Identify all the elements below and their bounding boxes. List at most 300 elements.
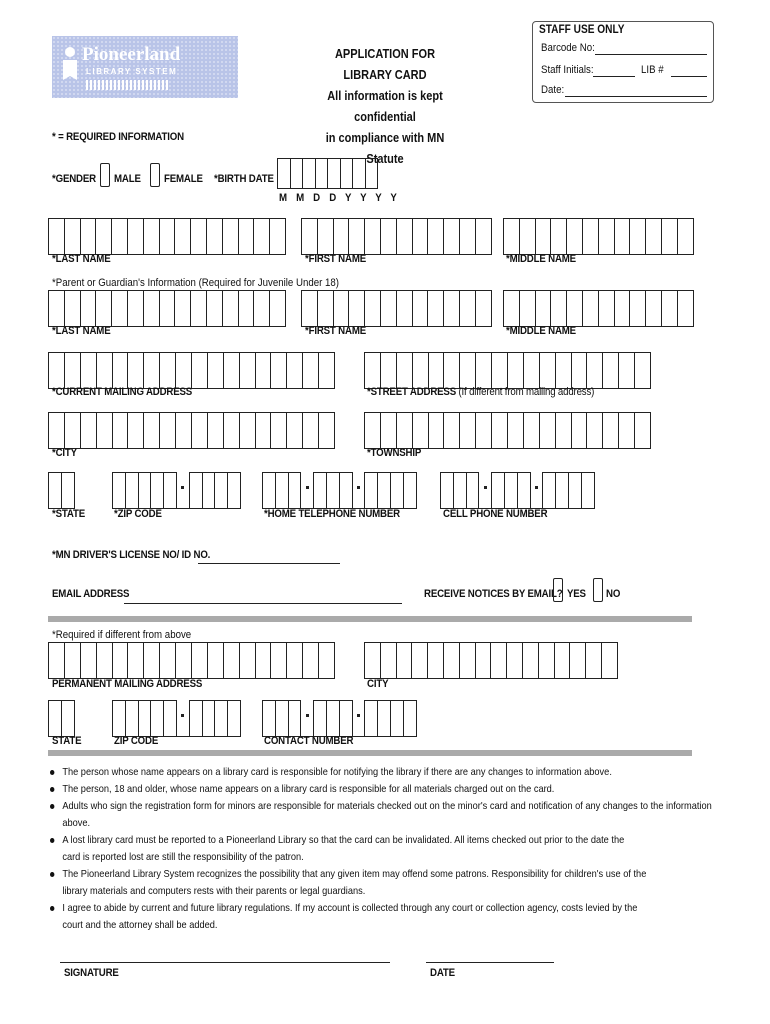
reader-logo-icon	[60, 46, 80, 84]
char-box[interactable]	[556, 412, 572, 448]
char-box[interactable]	[619, 412, 635, 448]
char-box[interactable]	[599, 290, 615, 326]
char-box[interactable]	[413, 290, 429, 326]
guardian-first-name-boxes[interactable]	[301, 290, 492, 327]
char-box[interactable]	[504, 290, 520, 326]
char-box[interactable]	[365, 642, 381, 678]
char-box[interactable]	[49, 472, 62, 508]
char-box[interactable]	[551, 290, 567, 326]
char-box[interactable]	[556, 472, 569, 508]
char-box[interactable]	[276, 472, 289, 508]
last-name-boxes[interactable]	[48, 218, 286, 255]
char-box[interactable]	[62, 472, 75, 508]
char-box[interactable]	[397, 412, 413, 448]
char-box[interactable]	[327, 700, 340, 736]
char-box[interactable]	[583, 290, 599, 326]
char-box[interactable]	[603, 412, 619, 448]
char-box[interactable]	[224, 412, 240, 448]
char-box[interactable]	[302, 218, 318, 254]
char-box[interactable]	[460, 412, 476, 448]
char-box[interactable]	[176, 412, 192, 448]
char-box[interactable]	[619, 352, 635, 388]
char-box[interactable]	[287, 642, 303, 678]
notices-no-label: NO	[606, 588, 621, 600]
char-box[interactable]	[460, 642, 476, 678]
lib-label: LIB #	[641, 64, 664, 76]
char-box[interactable]	[97, 412, 113, 448]
char-box[interactable]	[327, 472, 340, 508]
char-box[interactable]	[678, 290, 694, 326]
char-box[interactable]	[413, 412, 429, 448]
char-box[interactable]	[602, 642, 618, 678]
char-box[interactable]	[49, 412, 65, 448]
permanent-address-boxes[interactable]	[48, 642, 335, 679]
char-box[interactable]	[160, 642, 176, 678]
char-box[interactable]	[223, 218, 239, 254]
char-box[interactable]	[539, 642, 555, 678]
char-box[interactable]	[635, 352, 651, 388]
char-box[interactable]	[341, 158, 354, 188]
char-box[interactable]	[240, 412, 256, 448]
char-box[interactable]	[228, 700, 241, 736]
char-box[interactable]	[81, 642, 97, 678]
char-box[interactable]	[81, 352, 97, 388]
char-box[interactable]	[365, 700, 378, 736]
char-box[interactable]	[476, 412, 492, 448]
char-box[interactable]	[256, 412, 272, 448]
char-box[interactable]	[303, 642, 319, 678]
char-box[interactable]	[164, 700, 177, 736]
char-box[interactable]	[491, 642, 507, 678]
contact-number-boxes[interactable]	[262, 700, 417, 737]
char-box[interactable]	[49, 352, 65, 388]
char-box[interactable]	[240, 642, 256, 678]
char-box[interactable]	[228, 472, 241, 508]
male-label: MALE	[114, 173, 141, 185]
char-box[interactable]	[583, 218, 599, 254]
guardian-last-name-label: *LAST NAME	[52, 325, 111, 337]
char-box[interactable]	[662, 218, 678, 254]
char-box[interactable]	[507, 642, 523, 678]
guardian-last-name-boxes[interactable]	[48, 290, 286, 327]
char-box[interactable]	[476, 218, 492, 254]
char-box[interactable]	[215, 472, 228, 508]
char-box[interactable]	[441, 472, 454, 508]
char-box[interactable]	[144, 352, 160, 388]
permanent-address-label: PERMANENT MAILING ADDRESS	[52, 678, 203, 690]
char-box[interactable]	[254, 218, 270, 254]
char-box[interactable]	[271, 642, 287, 678]
char-box[interactable]	[144, 218, 160, 254]
char-box[interactable]	[144, 290, 160, 326]
char-box[interactable]	[190, 700, 203, 736]
license-label: *MN DRIVER'S LICENSE NO/ ID NO.	[52, 549, 211, 561]
char-box[interactable]	[646, 290, 662, 326]
char-box[interactable]	[192, 642, 208, 678]
char-box[interactable]	[256, 352, 272, 388]
char-box[interactable]	[381, 352, 397, 388]
char-box[interactable]	[113, 642, 129, 678]
char-box[interactable]	[381, 218, 397, 254]
staff-use-box	[532, 21, 714, 103]
char-box[interactable]	[524, 412, 540, 448]
char-box[interactable]	[587, 352, 603, 388]
permanent-city-boxes[interactable]	[364, 642, 618, 679]
char-box[interactable]	[646, 218, 662, 254]
zip-code-label: *ZIP CODE	[114, 508, 162, 520]
char-box[interactable]	[223, 290, 239, 326]
char-box[interactable]	[444, 290, 460, 326]
city-boxes[interactable]	[48, 412, 335, 449]
char-box[interactable]	[508, 352, 524, 388]
char-box[interactable]	[444, 412, 460, 448]
char-box[interactable]	[615, 290, 631, 326]
char-box[interactable]	[81, 290, 97, 326]
char-box[interactable]	[271, 412, 287, 448]
char-box[interactable]	[128, 290, 144, 326]
char-box[interactable]	[412, 642, 428, 678]
license-field[interactable]	[198, 563, 340, 564]
char-box[interactable]	[536, 290, 552, 326]
char-box[interactable]	[467, 472, 480, 508]
char-box[interactable]	[126, 700, 139, 736]
char-box[interactable]	[397, 642, 413, 678]
char-box[interactable]	[240, 352, 256, 388]
char-box[interactable]	[190, 472, 203, 508]
char-box[interactable]	[65, 412, 81, 448]
permanent-zip-boxes[interactable]	[112, 700, 241, 737]
char-box[interactable]	[113, 700, 126, 736]
char-box[interactable]	[314, 472, 327, 508]
char-box[interactable]	[397, 218, 413, 254]
char-box[interactable]	[508, 412, 524, 448]
char-box[interactable]	[239, 290, 255, 326]
char-box[interactable]	[378, 472, 391, 508]
notices-label: RECEIVE NOTICES BY EMAIL?	[424, 588, 563, 600]
zip-code-boxes[interactable]	[112, 472, 241, 509]
char-box[interactable]	[256, 642, 272, 678]
char-box[interactable]	[65, 352, 81, 388]
char-box[interactable]	[428, 642, 444, 678]
email-field[interactable]	[124, 603, 402, 604]
char-box[interactable]	[523, 642, 539, 678]
char-box[interactable]	[444, 642, 460, 678]
char-box[interactable]	[128, 412, 144, 448]
char-box[interactable]	[319, 352, 335, 388]
staff-initials-field[interactable]	[593, 76, 635, 77]
char-box[interactable]	[349, 218, 365, 254]
char-box[interactable]	[353, 158, 366, 188]
char-box[interactable]	[271, 352, 287, 388]
char-box[interactable]	[303, 158, 316, 188]
char-box[interactable]	[263, 472, 276, 508]
char-box[interactable]	[381, 412, 397, 448]
first-name-boxes[interactable]	[301, 218, 492, 255]
char-box[interactable]	[49, 218, 65, 254]
char-box[interactable]	[65, 218, 81, 254]
char-box[interactable]	[524, 352, 540, 388]
char-box[interactable]	[365, 472, 378, 508]
char-box[interactable]	[113, 412, 129, 448]
char-box[interactable]	[160, 352, 176, 388]
char-box[interactable]	[662, 290, 678, 326]
char-box[interactable]	[112, 290, 128, 326]
logo-barcode	[86, 80, 170, 90]
char-box[interactable]	[540, 352, 556, 388]
char-box[interactable]	[319, 412, 335, 448]
char-box[interactable]	[460, 290, 476, 326]
char-box[interactable]	[303, 352, 319, 388]
city-label: *CITY	[52, 447, 77, 459]
char-box[interactable]	[203, 700, 216, 736]
char-box[interactable]	[318, 290, 334, 326]
char-box[interactable]	[126, 472, 139, 508]
char-box[interactable]	[397, 290, 413, 326]
char-box[interactable]	[429, 352, 445, 388]
mailing-address-boxes[interactable]	[48, 352, 335, 389]
char-box[interactable]	[381, 290, 397, 326]
char-box[interactable]	[314, 700, 327, 736]
char-box[interactable]	[460, 218, 476, 254]
char-box[interactable]	[303, 412, 319, 448]
char-box[interactable]	[391, 700, 404, 736]
char-box[interactable]	[543, 472, 556, 508]
street-address-boxes[interactable]	[364, 352, 651, 389]
char-box[interactable]	[454, 472, 467, 508]
char-box[interactable]	[492, 412, 508, 448]
char-box[interactable]	[413, 352, 429, 388]
char-box[interactable]	[270, 218, 286, 254]
char-box[interactable]	[540, 412, 556, 448]
char-box[interactable]	[49, 700, 62, 736]
staff-date-field[interactable]	[565, 96, 707, 97]
lib-field[interactable]	[671, 76, 707, 77]
char-box[interactable]	[151, 472, 164, 508]
char-box[interactable]	[587, 412, 603, 448]
middle-name-boxes[interactable]	[503, 218, 694, 255]
char-box[interactable]	[340, 472, 353, 508]
char-box[interactable]	[476, 352, 492, 388]
char-box[interactable]	[319, 642, 335, 678]
char-box[interactable]	[599, 218, 615, 254]
terms-item: I agree to abide by current and future library regulations. If my account is collected through any court or collection agency, costs levied by the court and the attorney shall be added.	[50, 900, 652, 934]
char-box[interactable]	[569, 472, 582, 508]
char-box[interactable]	[192, 412, 208, 448]
char-box[interactable]	[96, 290, 112, 326]
char-box[interactable]	[291, 158, 304, 188]
notices-yes-checkbox[interactable]	[553, 578, 563, 602]
char-box[interactable]	[340, 700, 353, 736]
library-logo	[52, 36, 238, 98]
char-box[interactable]	[239, 218, 255, 254]
char-box[interactable]	[460, 352, 476, 388]
char-box[interactable]	[318, 218, 334, 254]
cell-phone-boxes[interactable]	[440, 472, 595, 509]
char-box[interactable]	[224, 642, 240, 678]
char-box[interactable]	[505, 472, 518, 508]
char-box[interactable]	[365, 290, 381, 326]
staff-date-label: Date:	[541, 84, 565, 96]
guardian-middle-name-label: *MIDDLE NAME	[506, 325, 576, 337]
char-box[interactable]	[207, 218, 223, 254]
char-box[interactable]	[81, 412, 97, 448]
char-box[interactable]	[429, 412, 445, 448]
char-box[interactable]	[476, 642, 492, 678]
title-line-3: in compliance with MN Statute	[325, 131, 445, 166]
char-box[interactable]	[113, 472, 126, 508]
char-box[interactable]	[391, 472, 404, 508]
char-box[interactable]	[630, 218, 646, 254]
char-box[interactable]	[635, 412, 651, 448]
char-box[interactable]	[160, 218, 176, 254]
char-box[interactable]	[334, 218, 350, 254]
char-box[interactable]	[128, 218, 144, 254]
char-box[interactable]	[208, 412, 224, 448]
char-box[interactable]	[289, 472, 302, 508]
char-box[interactable]	[192, 352, 208, 388]
female-checkbox[interactable]	[150, 163, 160, 187]
char-box[interactable]	[49, 290, 65, 326]
char-box[interactable]	[97, 352, 113, 388]
separator-dash	[301, 472, 314, 508]
char-box[interactable]	[378, 700, 391, 736]
char-box[interactable]	[366, 158, 379, 188]
char-box[interactable]	[112, 218, 128, 254]
char-box[interactable]	[270, 290, 286, 326]
char-box[interactable]	[586, 642, 602, 678]
char-box[interactable]	[444, 352, 460, 388]
char-box[interactable]	[316, 158, 329, 188]
township-boxes[interactable]	[364, 412, 651, 449]
permanent-city-label: CITY	[367, 678, 389, 690]
char-box[interactable]	[96, 218, 112, 254]
char-box[interactable]	[444, 218, 460, 254]
char-box[interactable]	[164, 472, 177, 508]
terms-item: Adults who sign the registration form for minors are responsible for materials checked out on the minor's card and notification of any changes to the information above.	[50, 798, 714, 832]
char-box[interactable]	[381, 642, 397, 678]
char-box[interactable]	[81, 218, 97, 254]
char-box[interactable]	[555, 642, 571, 678]
char-box[interactable]	[176, 352, 192, 388]
char-box[interactable]	[572, 352, 588, 388]
home-telephone-boxes[interactable]	[262, 472, 417, 509]
terms-list	[50, 764, 710, 934]
female-label: FEMALE	[164, 173, 203, 185]
char-box[interactable]	[518, 472, 531, 508]
notices-no-checkbox[interactable]	[593, 578, 603, 602]
char-box[interactable]	[176, 642, 192, 678]
char-box[interactable]	[287, 412, 303, 448]
char-box[interactable]	[113, 352, 129, 388]
char-box[interactable]	[287, 352, 303, 388]
char-box[interactable]	[349, 290, 365, 326]
char-box[interactable]	[191, 218, 207, 254]
char-box[interactable]	[302, 290, 318, 326]
char-box[interactable]	[276, 700, 289, 736]
char-box[interactable]	[97, 642, 113, 678]
char-box[interactable]	[49, 642, 65, 678]
char-box[interactable]	[572, 412, 588, 448]
char-box[interactable]	[203, 472, 216, 508]
char-box[interactable]	[215, 700, 228, 736]
char-box[interactable]	[128, 352, 144, 388]
char-box[interactable]	[65, 290, 81, 326]
char-box[interactable]	[144, 412, 160, 448]
char-box[interactable]	[208, 642, 224, 678]
char-box[interactable]	[582, 472, 595, 508]
char-box[interactable]	[520, 290, 536, 326]
char-box[interactable]	[175, 218, 191, 254]
male-checkbox[interactable]	[100, 163, 110, 187]
char-box[interactable]	[144, 642, 160, 678]
char-box[interactable]	[139, 472, 152, 508]
char-box[interactable]	[365, 412, 381, 448]
char-box[interactable]	[278, 158, 291, 188]
signature-date-field[interactable]	[426, 962, 554, 963]
signature-field[interactable]	[60, 962, 390, 963]
char-box[interactable]	[630, 290, 646, 326]
char-box[interactable]	[567, 290, 583, 326]
char-box[interactable]	[289, 700, 302, 736]
char-box[interactable]	[191, 290, 207, 326]
char-box[interactable]	[65, 642, 81, 678]
guardian-middle-name-boxes[interactable]	[503, 290, 694, 327]
char-box[interactable]	[476, 290, 492, 326]
char-box[interactable]	[254, 290, 270, 326]
state-boxes[interactable]	[48, 472, 75, 509]
char-box[interactable]	[175, 290, 191, 326]
char-box[interactable]	[413, 218, 429, 254]
char-box[interactable]	[567, 218, 583, 254]
char-box[interactable]	[536, 218, 552, 254]
char-box[interactable]	[570, 642, 586, 678]
char-box[interactable]	[365, 218, 381, 254]
permanent-state-boxes[interactable]	[48, 700, 75, 737]
char-box[interactable]	[207, 290, 223, 326]
char-box[interactable]	[160, 412, 176, 448]
char-box[interactable]	[678, 218, 694, 254]
char-box[interactable]	[520, 218, 536, 254]
char-box[interactable]	[263, 700, 276, 736]
char-box[interactable]	[328, 158, 341, 188]
char-box[interactable]	[160, 290, 176, 326]
signature-label: SIGNATURE	[64, 967, 119, 979]
char-box[interactable]	[428, 218, 444, 254]
char-box[interactable]	[397, 352, 413, 388]
char-box[interactable]	[62, 700, 75, 736]
char-box[interactable]	[224, 352, 240, 388]
char-box[interactable]	[404, 472, 417, 508]
char-box[interactable]	[615, 218, 631, 254]
char-box[interactable]	[556, 352, 572, 388]
char-box[interactable]	[551, 218, 567, 254]
char-box[interactable]	[365, 352, 381, 388]
char-box[interactable]	[139, 700, 152, 736]
birth-date-boxes[interactable]	[277, 158, 378, 189]
guardian-note: *Parent or Guardian's Information (Required for Juvenile Under 18)	[52, 277, 340, 289]
char-box[interactable]	[208, 352, 224, 388]
char-box[interactable]	[404, 700, 417, 736]
char-box[interactable]	[603, 352, 619, 388]
char-box[interactable]	[428, 290, 444, 326]
char-box[interactable]	[334, 290, 350, 326]
char-box[interactable]	[151, 700, 164, 736]
barcode-field[interactable]	[595, 54, 707, 55]
char-box[interactable]	[492, 472, 505, 508]
char-box[interactable]	[128, 642, 144, 678]
char-box[interactable]	[504, 218, 520, 254]
char-box[interactable]	[492, 352, 508, 388]
